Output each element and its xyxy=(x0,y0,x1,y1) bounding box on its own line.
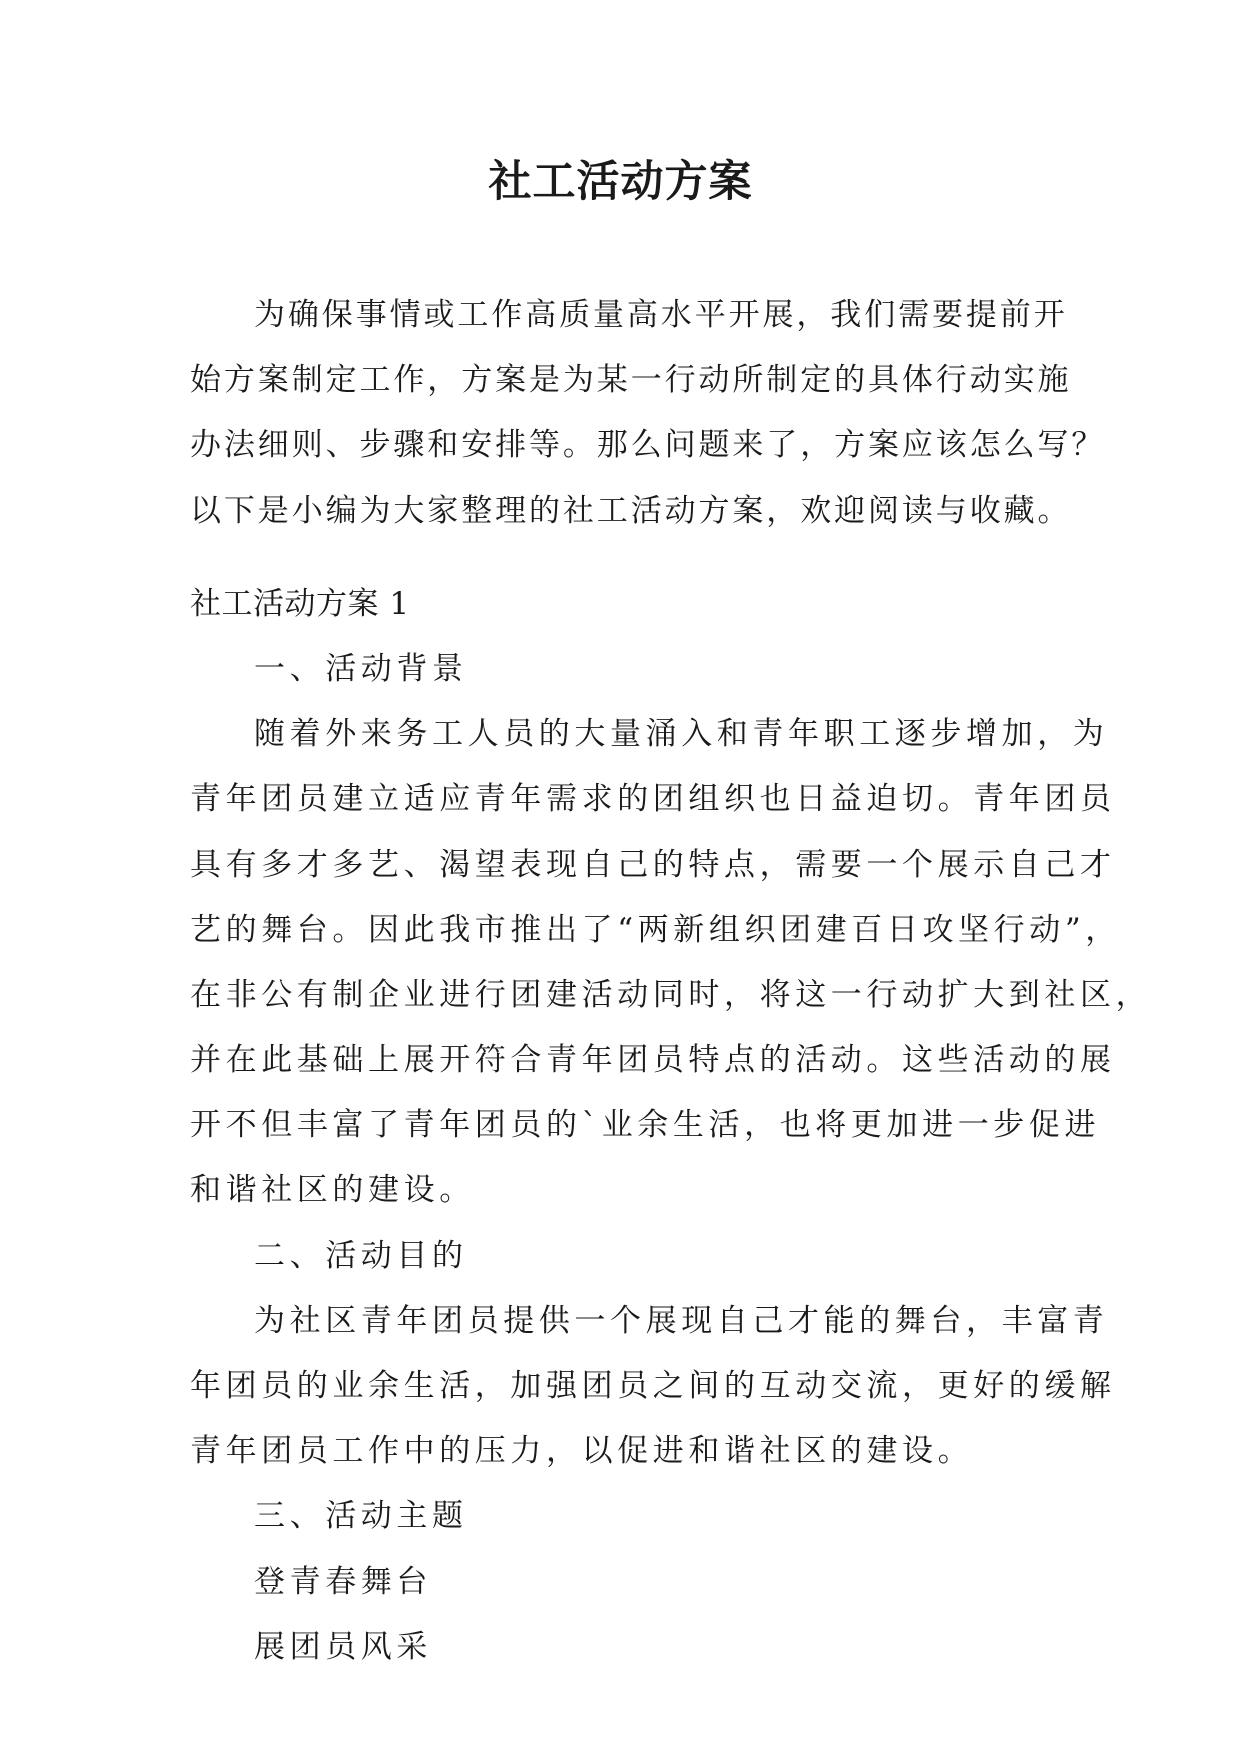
paragraph-line: 艺的舞台。因此我市推出了“两新组织团建百日攻坚行动”， xyxy=(190,911,1121,948)
paragraph-line: 青年团员工作中的压力，以促进和谐社区的建设。 xyxy=(190,1433,974,1470)
purpose-paragraph xyxy=(190,1289,1116,1485)
heading-background: 一、活动背景 xyxy=(254,650,468,687)
paragraph-line: 年团员的业余生活，加强团员之间的互动交流，更好的缓解 xyxy=(190,1368,1116,1404)
heading-theme: 三、活动主题 xyxy=(254,1498,468,1535)
heading-purpose: 二、活动目的 xyxy=(254,1237,468,1274)
intro-line: 为确保事情或工作高质量高水平开展，我们需要提前开 xyxy=(254,297,1068,333)
background-paragraph xyxy=(190,702,1152,1224)
document-title: 社工活动方案 xyxy=(488,157,753,207)
theme-line: 登青春舞台 xyxy=(254,1563,432,1600)
intro-line: 以下是小编为大家整理的社工活动方案，欢迎阅读与收藏。 xyxy=(190,492,1072,529)
document-body xyxy=(190,283,1152,1680)
paragraph-line: 青年团员建立适应青年需求的团组织也日益迫切。青年团员 xyxy=(190,781,1116,818)
paragraph-line: 为社区青年团员提供一个展现自己才能的舞台，丰富青 xyxy=(254,1302,1109,1339)
theme-line: 展团员风采 xyxy=(254,1628,432,1665)
theme-lines xyxy=(190,1550,1055,1680)
spacer xyxy=(190,544,1055,572)
paragraph-line: 在非公有制企业进行团建活动同时，将这一行动扩大到社区， xyxy=(190,976,1152,1013)
paragraph-line: 并在此基础上展开符合青年团员特点的活动。这些活动的展 xyxy=(190,1042,1116,1079)
paragraph-line: 具有多才多艺、渴望表现自己的特点，需要一个展示自己才 xyxy=(190,846,1116,883)
paragraph-line: 和谐社区的建设。 xyxy=(190,1172,475,1209)
intro-line: 办法细则、步骤和安排等。那么问题来了，方案应该怎么写？ xyxy=(190,427,1106,464)
paragraph-line: 开不但丰富了青年团员的`业余生活，也将更加进一步促进 xyxy=(190,1107,1101,1144)
intro-paragraph xyxy=(190,283,1106,544)
intro-line: 始方案制定工作，方案是为某一行动所制定的具体行动实施 xyxy=(190,362,1072,399)
section-title: 社工活动方案 1 xyxy=(190,585,410,622)
paragraph-line: 随着外来务工人员的大量涌入和青年职工逐步增加，为 xyxy=(254,716,1109,753)
